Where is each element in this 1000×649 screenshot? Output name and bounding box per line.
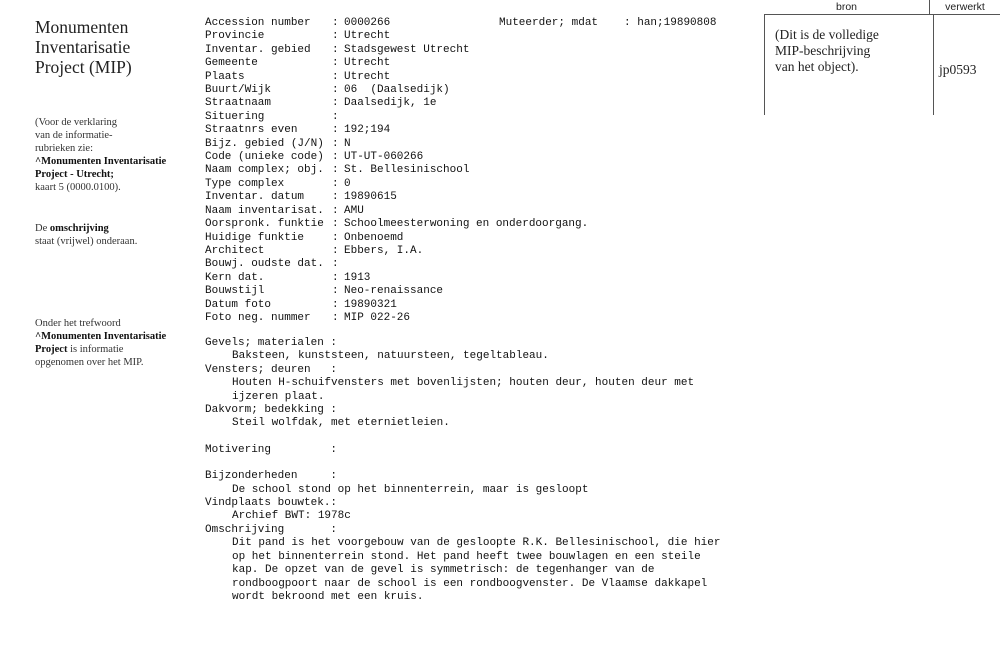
field-separator: : xyxy=(332,231,339,244)
field-value: Utrecht xyxy=(344,30,391,43)
field-separator: : xyxy=(332,177,339,190)
record-field-row xyxy=(205,272,765,285)
field-value: 0000266 xyxy=(344,17,391,29)
record-field-row xyxy=(205,57,765,70)
field-label: Inventar. datum xyxy=(205,191,305,204)
field-label: Huidige funktie xyxy=(205,231,305,244)
field-separator: : xyxy=(332,57,339,70)
field-separator: : xyxy=(332,285,339,298)
field-label: Accession number xyxy=(205,17,311,29)
record-field-row xyxy=(205,299,765,312)
section-body: ijzeren plaat. xyxy=(232,390,325,403)
omschrijving-line: rondboogpoort naar de school is een rondboogvenster. De Vlaamse dakkapel xyxy=(232,577,708,590)
section-body: Houten H-schuifvensters met bovenlijsten; houten deur, houten deur met xyxy=(232,377,695,390)
section-heading: Motivering : xyxy=(205,443,338,456)
keyword-note xyxy=(35,317,166,369)
bron-text: (Dit is de volledige xyxy=(775,27,879,42)
omschrijving-line: Dit pand is het voorgebouw van de gesloopte R.K. Bellesinischool, die hier xyxy=(232,537,721,550)
field-separator: : xyxy=(332,311,339,324)
field-label: Bouwstijl xyxy=(205,285,265,298)
field-separator: : xyxy=(332,97,339,110)
note-bold: ^Monumenten Inventarisatie xyxy=(35,156,167,167)
left-column xyxy=(35,17,195,368)
bron-header: bron xyxy=(764,0,930,15)
field-separator: : xyxy=(332,124,339,137)
field-value: 1913 xyxy=(344,271,371,284)
note-line: opgenomen over het MIP. xyxy=(35,357,144,368)
field-value: AMU xyxy=(344,204,364,217)
section-heading: Vensters; deuren : xyxy=(205,363,338,376)
record-field-row xyxy=(205,84,765,97)
section-body: Baksteen, kunststeen, natuursteen, tegeltableau. xyxy=(232,350,549,363)
note-line: staat (vrijwel) onderaan. xyxy=(35,236,138,247)
field-value: MIP 022-26 xyxy=(344,311,411,324)
field-separator: : xyxy=(332,258,339,271)
record-field-row xyxy=(205,191,765,204)
section-body: Steil wolfdak, met eternietleien. xyxy=(232,417,450,430)
record-field-row xyxy=(205,164,765,177)
field-separator: : xyxy=(332,191,339,204)
section-body: De school stond op het binnenterrein, maar is gesloopt xyxy=(232,483,589,496)
record-field-row xyxy=(205,111,765,124)
field-value: 19890321 xyxy=(344,298,397,311)
record-field-row xyxy=(205,218,765,231)
bron-text: MIP-beschrijving xyxy=(775,43,871,58)
field-separator: : xyxy=(332,204,339,217)
field-label: Bouwj. oudste dat. xyxy=(205,258,324,271)
field-value: Utrecht xyxy=(344,70,391,83)
field-label: Situering xyxy=(205,110,265,123)
field-label: Oorspronk. funktie xyxy=(205,218,324,231)
field-label: Straatnrs even xyxy=(205,124,298,137)
field-label: Foto neg. nummer xyxy=(205,311,311,324)
section-heading: Dakvorm; bedekking : xyxy=(205,404,338,417)
field-label: Datum foto xyxy=(205,298,272,311)
field-separator: : xyxy=(332,218,339,231)
project-title: Monumenten Inventarisatie Project (MIP) xyxy=(35,17,132,77)
mutator-value: : han;19890808 xyxy=(624,17,717,29)
omschrijving-line: kap. De opzet van de gevel is symmetrisch: de tegenhanger van de xyxy=(232,564,655,577)
field-separator: : xyxy=(332,151,339,164)
note-line: Onder het trefwoord xyxy=(35,318,121,329)
field-value: Ebbers, I.A. xyxy=(344,244,424,257)
field-value: Utrecht xyxy=(344,57,391,70)
section-heading: Gevels; materialen : xyxy=(205,337,338,349)
section-heading: Vindplaats bouwtek.: xyxy=(205,497,338,510)
record-field-row xyxy=(205,205,765,218)
field-separator: : xyxy=(332,298,339,311)
verwerkt-header: verwerkt xyxy=(930,0,1000,15)
record-field-row xyxy=(205,138,765,151)
record-field-row xyxy=(205,71,765,84)
field-label: Straatnaam xyxy=(205,97,272,110)
record-field-row xyxy=(205,30,765,43)
field-label: Gemeente xyxy=(205,57,258,70)
field-separator: : xyxy=(332,30,339,43)
section-body: Archief BWT: 1978c xyxy=(232,510,351,523)
note-line: (Voor de verklaring xyxy=(35,117,118,128)
field-label: Bijz. gebied (J/N) xyxy=(205,137,324,150)
field-separator: : xyxy=(332,110,339,123)
field-value: Onbenoemd xyxy=(344,231,404,244)
monument-record xyxy=(205,17,765,603)
field-separator: : xyxy=(332,17,339,29)
field-label: Architect xyxy=(205,244,265,257)
note-text: is informatie xyxy=(67,344,124,355)
note-text: De xyxy=(35,223,50,234)
field-label: Buurt/Wijk xyxy=(205,84,272,97)
record-field-row xyxy=(205,312,765,325)
field-value: Stadsgewest Utrecht xyxy=(344,43,470,56)
field-value: 0 xyxy=(344,177,351,190)
record-field-row xyxy=(205,124,765,137)
note-bold: Project - Utrecht; xyxy=(35,169,114,180)
field-value: Daalsedijk, 1e xyxy=(344,97,437,110)
field-separator: : xyxy=(332,84,339,97)
section-heading: Bijzonderheden : xyxy=(205,470,338,483)
field-value: Neo-renaissance xyxy=(344,285,444,298)
note-bold: omschrijving xyxy=(49,223,109,234)
record-sections xyxy=(205,337,765,604)
field-separator: : xyxy=(332,137,339,150)
field-value: N xyxy=(344,137,351,150)
record-field-row xyxy=(205,285,765,298)
note-line: van de informatie- xyxy=(35,130,113,141)
note-line: kaart 5 (0000.0100). xyxy=(35,182,121,193)
record-field-row xyxy=(205,178,765,191)
record-field-row xyxy=(205,245,765,258)
verwerkt-cell: jp0593 xyxy=(939,62,977,77)
record-field-row xyxy=(205,17,765,30)
field-label: Naam complex; obj. xyxy=(205,164,324,177)
field-value: Schoolmeesterwoning en onderdoorgang. xyxy=(344,218,589,231)
record-field-row xyxy=(205,44,765,57)
record-field-row xyxy=(205,232,765,245)
field-label: Code (unieke code) xyxy=(205,151,324,164)
mutator-label: Muteerder; mdat xyxy=(499,17,599,29)
omschrijving-line: op het binnenterrein stond. Het pand heeft twee bouwlagen en een steile xyxy=(232,550,701,563)
omschrijving-line: wordt bekroond met een kruis. xyxy=(232,590,424,603)
field-separator: : xyxy=(332,271,339,284)
field-value: 19890615 xyxy=(344,191,397,204)
field-separator: : xyxy=(332,164,339,177)
field-separator: : xyxy=(332,70,339,83)
field-label: Provincie xyxy=(205,30,265,43)
field-label: Naam inventarisat. xyxy=(205,204,324,217)
field-label: Inventar. gebied xyxy=(205,43,311,56)
note-line: rubrieken zie: xyxy=(35,143,94,154)
explanation-note xyxy=(35,116,166,194)
field-separator: : xyxy=(332,244,339,257)
field-label: Kern dat. xyxy=(205,271,265,284)
field-value: 06 (Daalsedijk) xyxy=(344,84,450,97)
description-note xyxy=(35,222,137,248)
bron-cell xyxy=(764,15,934,115)
field-value: UT-UT-060266 xyxy=(344,151,424,164)
section-heading: Omschrijving : xyxy=(205,523,338,536)
record-fields xyxy=(205,17,765,325)
record-field-row xyxy=(205,258,765,271)
field-value: St. Bellesinischool xyxy=(344,164,470,177)
field-label: Plaats xyxy=(205,70,245,83)
record-field-row xyxy=(205,151,765,164)
bron-table xyxy=(764,0,1000,115)
note-bold: Project xyxy=(35,344,68,355)
field-value: 192;194 xyxy=(344,124,391,137)
field-separator: : xyxy=(332,43,339,56)
note-bold: ^Monumenten Inventarisatie xyxy=(35,331,167,342)
record-field-row xyxy=(205,97,765,110)
field-label: Type complex xyxy=(205,177,285,190)
bron-text: van het object). xyxy=(775,59,859,74)
